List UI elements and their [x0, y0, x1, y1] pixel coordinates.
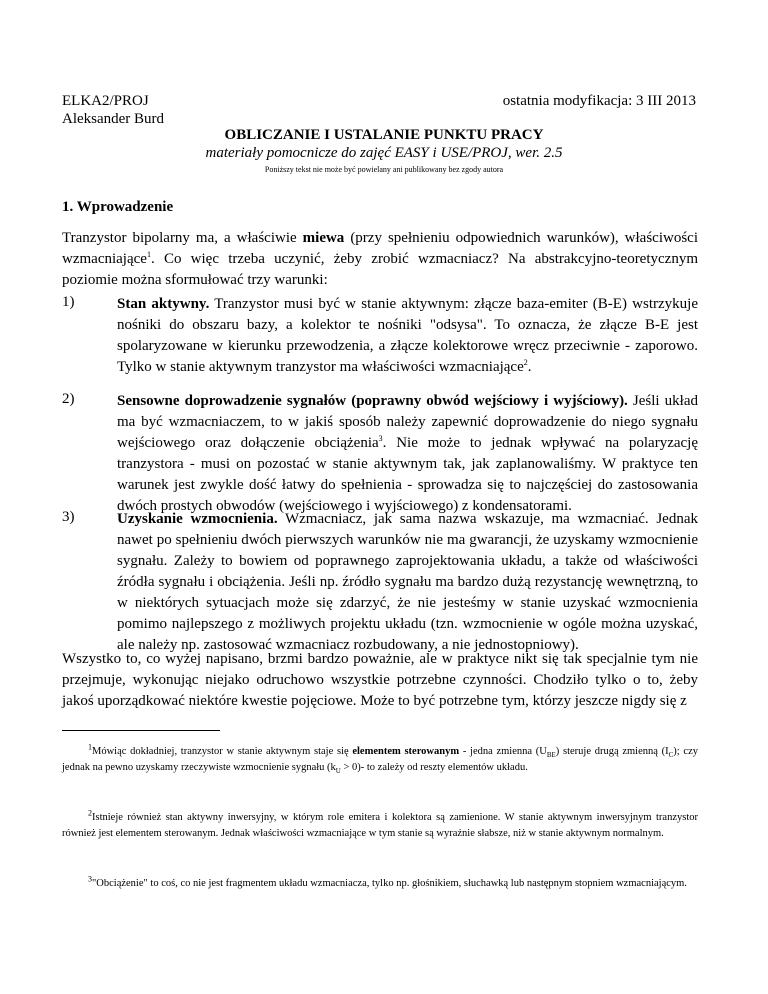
- item-heading: Sensowne doprowadzenie sygnałów (poprawny obwód wejściowy i wyjściowy).: [117, 393, 628, 409]
- footnote-ref: 1: [146, 250, 151, 259]
- footnote-text: > 0)- to zależy od reszty elementów układu.: [340, 762, 528, 773]
- footnote-text: ) steruje drugą zmienną (I: [555, 746, 669, 757]
- item-text: .: [527, 359, 532, 375]
- item-text: . Nie może to jednak wpływać na polaryzację tranzystora - musi on pozostać w stanie aktywnym tak, jak zaplanowaliśmy. W praktyce ten warunek jest zwykle dość łatwy do spełnienia - sprowadza się to najczęściej do zastosowania dwóch prostych obwodów (wejściowego i wyjściowego) z kondensatorami.: [117, 435, 698, 514]
- footnote-2: [62, 810, 698, 842]
- document-subtitle: materiały pomocnicze do zajęć EASY i USE/PROJ, wer. 2.5: [205, 145, 563, 161]
- footnote-separator: [62, 730, 220, 731]
- item-heading: Uzyskanie wzmocnienia.: [117, 511, 278, 527]
- footnote-mark: 3: [88, 874, 92, 884]
- footnote-text: - jedna zmienna (U: [459, 746, 547, 757]
- item-text: Tranzystor musi być w stanie aktywnym: złącze baza-emiter (B-E) wstrzykuje nośniki do obszaru bazy, a kolektor te nośniki "odsysa". To oznacza, że złącze B-E jest spolaryzowane w kierunku przewodzenia, a złącze kolektorowe wręcz przeciwnie - zaporowo. Tylko w stanie aktywnym tranzystor ma właściwości wzmacniające: [117, 296, 698, 375]
- footnote-ref: 3: [378, 434, 383, 443]
- intro-text: . Co więc trzeba uczynić, żeby zrobić wzmacniacz? Na abstrakcyjno-teoretycznym poziomie można sformułować trzy warunki:: [62, 251, 698, 288]
- intro-paragraph: [62, 228, 698, 291]
- subscript: BE: [546, 751, 556, 760]
- list-item: [117, 294, 698, 378]
- footnote-text: Istnieje również stan aktywny inwersyjny, w którym role emitera i kolektora są zamienione. W stanie aktywnym inwersyjnym tranzystor również jest elementem sterowanym. Jednak właściwości wzmacniające w tym stanie są wyraźnie słabsze, niż w stanie aktywnym normalnym.: [62, 812, 698, 839]
- list-item: [117, 509, 698, 656]
- item-heading: Stan aktywny.: [117, 296, 210, 312]
- footnote-mark: 2: [88, 808, 92, 818]
- section-heading: 1. Wprowadzenie: [62, 199, 174, 215]
- footnote-text: Mówiąc dokładniej, tranzystor w stanie aktywnym staje się: [92, 746, 353, 757]
- intro-text: Tranzystor bipolarny ma, a właściwie: [62, 230, 303, 246]
- footnote-text: ); czy jednak na pewno uzyskamy rzeczywiste wzmocnienie sygnału (k: [62, 746, 698, 773]
- footnote-text: "Obciążenie" to coś, co nie jest fragmentem układu wzmacniacza, tylko np. głośnikiem, słuchawką lub następnym stopniem wzmacniającym.: [92, 878, 687, 889]
- course-code: ELKA2/PROJ: [62, 93, 149, 109]
- author-name: Aleksander Burd: [62, 111, 165, 127]
- list-item: [117, 391, 698, 517]
- subscript: C: [668, 751, 674, 760]
- subscript: U: [335, 767, 341, 776]
- list-number: 3): [62, 509, 75, 525]
- footnote-ref: 2: [523, 358, 528, 367]
- footnote-1: [62, 744, 698, 776]
- footnote-emphasis: elementem sterowanym: [352, 746, 460, 757]
- document-title: OBLICZANIE I USTALANIE PUNKTU PRACY: [224, 127, 544, 143]
- closing-paragraph: Wszystko to, co wyżej napisano, brzmi bardzo poważnie, ale w praktyce nikt się tak specjalnie tym nie przejmuje, wykonując niejako odruchowo wszystkie potrzebne czynności. Chodziło tylko o to, żeby jakoś uporządkować niektóre kwestie pojęciowe. Może to być potrzebne tym, którzy jeszcze nigdy się z: [62, 651, 698, 709]
- modification-date: ostatnia modyfikacja: 3 III 2013: [502, 93, 696, 109]
- intro-text: (przy spełnieniu odpowiednich warunków), właściwości wzmacniające: [62, 230, 698, 267]
- intro-emphasis: miewa: [302, 230, 345, 246]
- list-number: 1): [62, 294, 75, 310]
- header-left: [62, 92, 164, 128]
- item-text: Jeśli układ ma być wzmacniaczem, to w jakiś sposób należy zapewnić doprowadzenie do niego sygnału wejściowego oraz dołączenie obciążenia: [117, 393, 698, 451]
- copyright-notice: Poniższy tekst nie może być powielany ani publikowany bez zgody autora: [264, 165, 504, 174]
- list-number: 2): [62, 391, 75, 407]
- footnote-3: [62, 876, 698, 892]
- footnote-mark: 1: [88, 742, 92, 752]
- item-text: Wzmacniacz, jak sama nazwa wskazuje, ma wzmacniać. Jednak nawet po spełnieniu dwóch pierwszych warunków nie ma gwarancji, że uzyskamy wzmocnienie sygnału. Zależy to bowiem od poprawnego zaprojektowania układu, a także od właściwości źródła sygnału i obciążenia. Jeśli np. źródło sygnału ma bardzo dużą rezystancję wewnętrzną, to w niektórych sytuacjach może się zdarzyć, że nie jesteśmy w stanie uzyskać wzmocnienia pomimo najlepszego z możliwych projektu układu (tzn. wzmocnienie w ogóle można uzyskać, ale należy np. zastosować wzmacniacz rozbudowany, a nie jednostopniowy).: [117, 511, 698, 653]
